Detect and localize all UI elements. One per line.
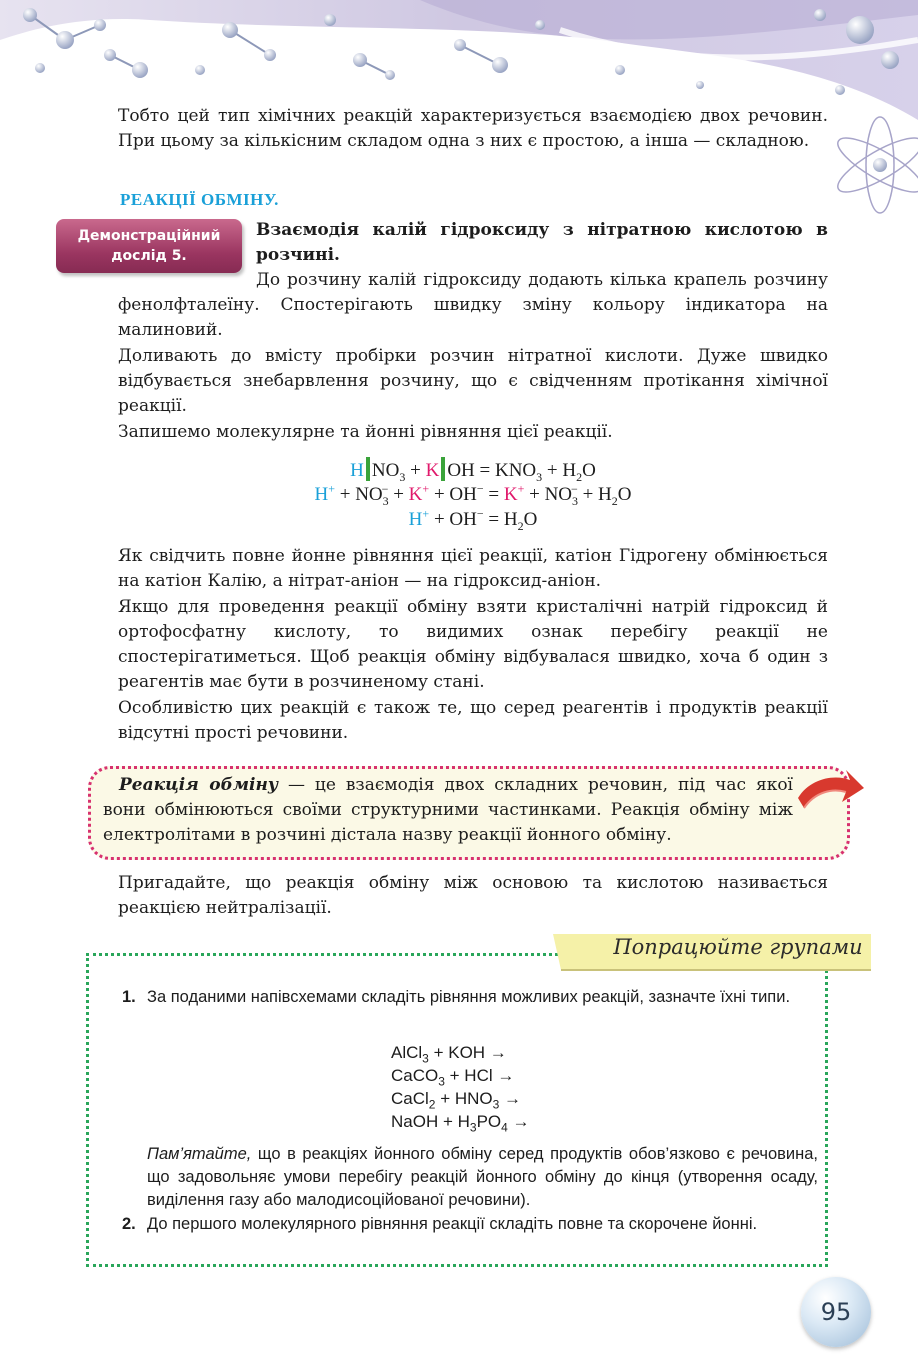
demo-badge <box>56 219 242 273</box>
body-paragraph-5 <box>118 595 828 695</box>
body-paragraph-6 <box>118 696 828 746</box>
reminder-text: Пригадайте, що реакція обміну між основою та кислотою називається реакцією нейтралізації. <box>118 873 828 918</box>
body-p5-text: Якщо для проведення реакції обміну взяти кристалічні натрій гідроксид й ортофосфатну кислоту, то видимих ознак перебігу реакції не спостерігатиметься. Щоб реакція обміну відбувалася швидко, хоча б один з реагентів має бути в розчиненому стані. <box>118 597 828 692</box>
reminder-paragraph <box>118 871 828 921</box>
scheme-4: NaOH + $H_3PO_4$ → <box>391 1112 530 1135</box>
demo-p2-text: Доливають до вмісту пробірки розчин нітратної кислоти. Дуже швидко відбувається знебарвлення розчину, що є свідченням протікання хімічної реакції. <box>118 346 828 416</box>
demo-paragraph-3 <box>118 420 828 445</box>
demo-paragraph-2 <box>118 344 828 419</box>
scheme-1: AlCl$_3$ + KOH → <box>391 1043 507 1066</box>
demo-title: Взаємодія калій гідроксиду з нітратною кислотою в розчині. <box>256 220 828 265</box>
task-1-note <box>122 1143 818 1212</box>
intro-text: Тобто цей тип хімічних реакцій характеризується взаємодією двох речовин. При цьому за кількісним складом одна з них є простою, а інша — складною. <box>118 106 828 151</box>
demo-badge-line2: дослід 5. <box>111 248 187 264</box>
body-p6-text: Особливістю цих реакцій є також те, що серед реагентів і продуктів реакції відсутні прості речовини. <box>118 698 828 743</box>
equation-molecular: H $NO_3 + K$ OH = $KNO_3 + H_2O$ <box>118 457 828 483</box>
page-number: 95 <box>820 1298 852 1326</box>
task-1-text: За поданими напівсхемами складіть рівняння можливих реакцій, зазначте їхні типи. <box>147 988 791 1006</box>
task-2-text: До першого молекулярного рівняння реакції складіть повне та скорочене йонні. <box>147 1215 758 1233</box>
note-text: що в реакціях йонного обміну серед продуктів обов’язково є речовина, що задовольняє умови перебігу реакцій йонного обміну до кінця (утворення осаду, виділення газу або малодисоційованої речовини). <box>147 1145 818 1209</box>
intro-paragraph <box>118 104 828 154</box>
definition-term: Реакція обміну <box>119 775 279 795</box>
scheme-2: CaCO$_3$ + HCl → <box>391 1066 515 1089</box>
body-paragraph-4 <box>118 544 828 594</box>
curled-arrow-icon <box>790 768 865 816</box>
task-2 <box>122 1213 818 1236</box>
group-work-tag: Попрацюйте групами <box>613 935 863 959</box>
definition-body: — це взаємодія двох складних речовин, під час якої вони обмінюються своїми структурними частинками. Реакція обміну між електролітами в розчині дістала назву реакції йонного обміну. <box>103 775 793 845</box>
note-lead: Пам’ятайте, <box>147 1145 252 1163</box>
task-1-number: 1. <box>122 988 136 1006</box>
demo-p1-text: До розчину калій гідроксиду додають кілька крапель розчину фенолфталеїну. Спостерігають швидку зміну кольору індикатора на малиновий. <box>118 270 828 340</box>
demo-p3-text: Запишемо молекулярне та йонні рівняння цієї реакції. <box>118 422 613 442</box>
scheme-3: CaCl$_2$ + $HNO_3$ → <box>391 1089 522 1112</box>
definition-text <box>103 773 793 848</box>
task-2-number: 2. <box>122 1215 136 1233</box>
section-heading: РЕАКЦІЇ ОБМІНУ. <box>120 190 279 209</box>
demo-badge-line1: Демонстраційний <box>77 228 221 244</box>
equation-full-ionic: $H^+ + NO_3^- + K^+ + OH^- = K^+ + NO_3^- + H_2O$ <box>314 481 632 508</box>
equation-short-ionic: $H^+ + OH^- = H_2O$ <box>408 506 538 533</box>
reaction-schemes <box>391 1041 530 1133</box>
body-p4-text: Як свідчить повне йонне рівняння цієї реакції, катіон Гідрогену обмінюється на катіон Калію, а нітрат-аніон — на гідроксид-аніон. <box>118 546 828 591</box>
demo-paragraph-1 <box>118 268 828 343</box>
task-1 <box>122 986 818 1009</box>
